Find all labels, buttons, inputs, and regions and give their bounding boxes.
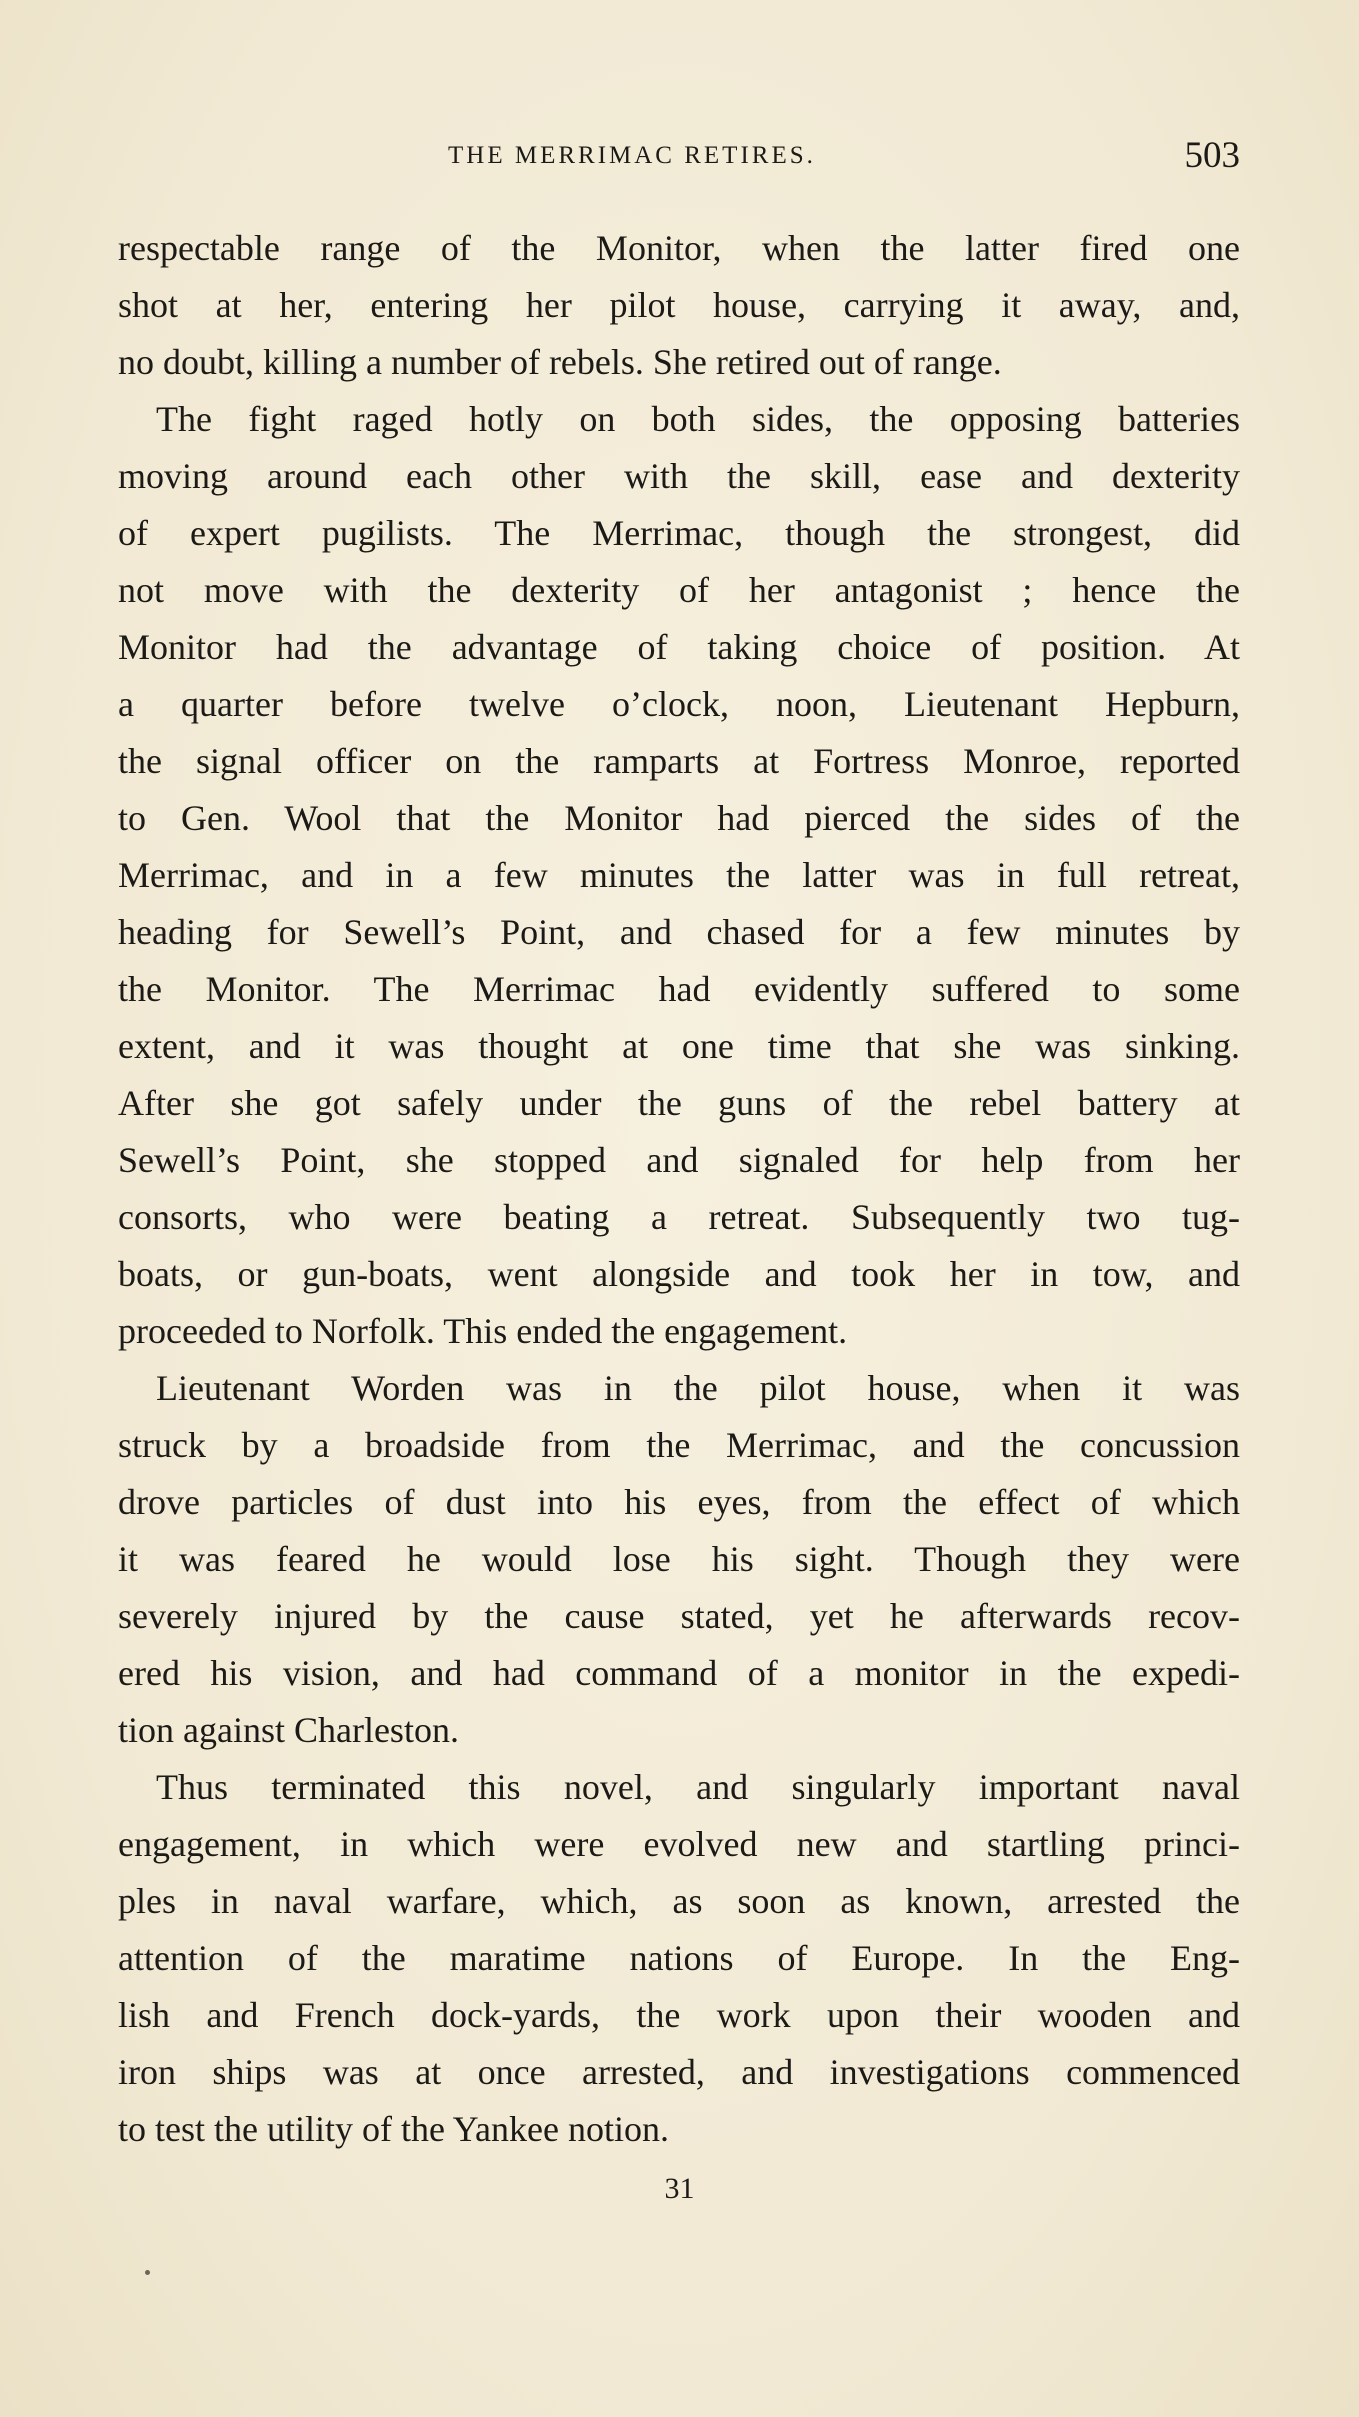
text-line: drove particles of dust into his eyes, from the effect of which	[118, 1482, 1240, 1522]
text-line: struck by a broadside from the Merrimac, and the concussion	[118, 1425, 1240, 1465]
text-line: ples in naval warfare, which, as soon as known, arrested the	[118, 1881, 1240, 1921]
text-line: respectable range of the Monitor, when the latter fired one	[118, 228, 1240, 268]
text-line: lish and French dock-yards, the work upon their wooden and	[118, 1995, 1240, 2035]
text-line: of expert pugilists. The Merrimac, though the strongest, did	[118, 513, 1240, 553]
text-line: it was feared he would lose his sight. Though they were	[118, 1539, 1240, 1579]
text-line: severely injured by the cause stated, yet he afterwards recov-	[118, 1596, 1240, 1636]
text-line: tion against Charleston.	[118, 1710, 459, 1750]
text-line: to Gen. Wool that the Monitor had pierced the sides of the	[118, 798, 1240, 838]
text-line: moving around each other with the skill, ease and dexterity	[118, 456, 1240, 496]
text-line: engagement, in which were evolved new and startling princi-	[118, 1824, 1240, 1864]
text-line: ered his vision, and had command of a monitor in the expedi-	[118, 1653, 1240, 1693]
text-line: the Monitor. The Merrimac had evidently suffered to some	[118, 969, 1240, 1009]
page-header	[118, 135, 1240, 188]
text-line: Monitor had the advantage of taking choice of position. At	[118, 627, 1240, 667]
text-line: proceeded to Norfolk. This ended the engagement.	[118, 1311, 848, 1351]
text-line: attention of the maratime nations of Europe. In the Eng-	[118, 1938, 1240, 1978]
text-line: iron ships was at once arrested, and investigations commenced	[118, 2052, 1240, 2092]
text-line: boats, or gun-boats, went alongside and took her in tow, and	[118, 1254, 1240, 1294]
text-line: the signal officer on the ramparts at Fortress Monroe, reported	[118, 741, 1240, 781]
text-line: consorts, who were beating a retreat. Subsequently two tug-	[118, 1197, 1240, 1237]
page-number: 503	[1184, 135, 1240, 176]
text-line: no doubt, killing a number of rebels. She retired out of range.	[118, 342, 1002, 382]
ink-speck	[145, 2270, 150, 2275]
text-line: heading for Sewell’s Point, and chased for a few minutes by	[118, 912, 1240, 952]
text-line: The fight raged hotly on both sides, the opposing batteries	[156, 399, 1240, 439]
body-text	[118, 220, 1240, 2158]
running-head: THE MERRIMAC RETIRES.	[448, 142, 816, 169]
text-line: extent, and it was thought at one time that she was sinking.	[118, 1026, 1240, 1066]
text-line: Lieutenant Worden was in the pilot house, when it was	[156, 1368, 1240, 1408]
signature-mark: 31	[664, 2172, 695, 2205]
text-line: Merrimac, and in a few minutes the latter was in full retreat,	[118, 855, 1240, 895]
text-line: not move with the dexterity of her antagonist ; hence the	[118, 570, 1240, 610]
text-line: to test the utility of the Yankee notion.	[118, 2109, 669, 2149]
text-line: Sewell’s Point, she stopped and signaled for help from her	[118, 1140, 1240, 1180]
text-line: a quarter before twelve o’clock, noon, Lieutenant Hepburn,	[118, 684, 1240, 724]
text-line: After she got safely under the guns of the rebel battery at	[118, 1083, 1240, 1123]
text-line: Thus terminated this novel, and singularly important naval	[156, 1767, 1240, 1807]
text-line: shot at her, entering her pilot house, carrying it away, and,	[118, 285, 1240, 325]
